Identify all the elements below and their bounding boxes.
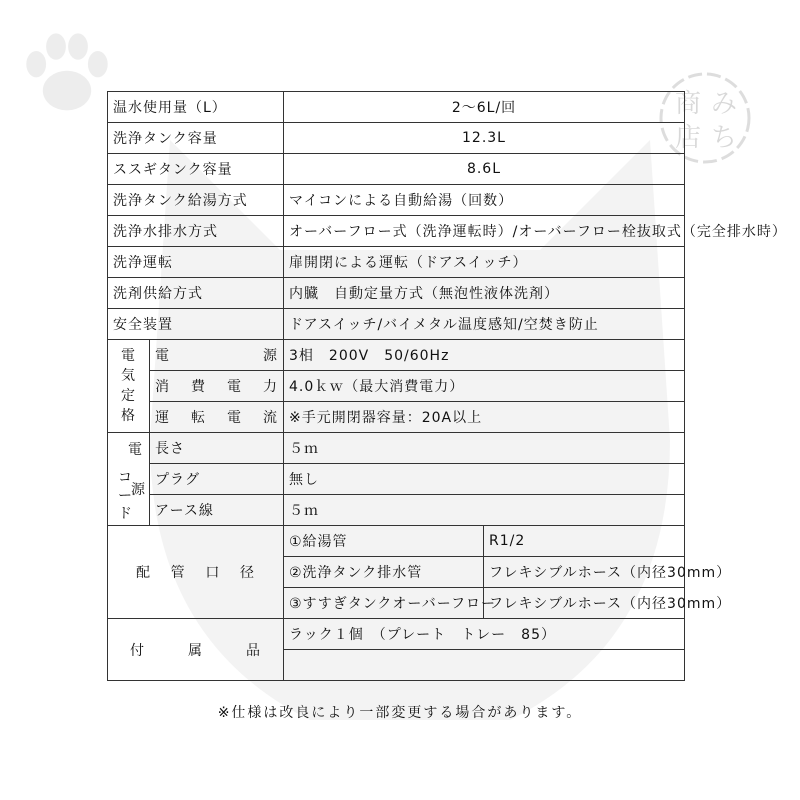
piping-group-label: 配 管 口 径 <box>108 526 284 619</box>
footnote: ※仕様は改良により一部変更する場合があります。 <box>217 705 583 721</box>
row-label: 洗浄水排水方式 <box>108 216 284 247</box>
table-row <box>108 92 685 123</box>
piping-name: ③すすぎタンクオーバーフロー <box>284 588 484 619</box>
piping-value: フレキシブルホース（内径30mm） <box>484 588 685 619</box>
row-value: 12.3L <box>284 123 685 154</box>
row-value: 内臓 自動定量方式（無泡性液体洗剤） <box>284 278 685 309</box>
row-value: マイコンによる自動給湯（回数） <box>284 185 685 216</box>
electric-group-label: 電 気 定 格 <box>108 340 150 433</box>
table-row <box>108 619 685 650</box>
row-value: 8.6L <box>284 154 685 185</box>
row-value: ドアスイッチ/バイメタル温度感知/空焚き防止 <box>284 309 685 340</box>
row-label: 洗浄タンク給湯方式 <box>108 185 284 216</box>
table-row <box>108 123 685 154</box>
table-row <box>108 526 685 557</box>
spec-table <box>107 91 787 681</box>
table-row <box>108 402 685 433</box>
cord-length-value: ５ｍ <box>284 433 685 464</box>
electric-consumption-value: 4.0ｋｗ（最大消費電力） <box>284 371 685 402</box>
electric-consumption-label: 消 費 電 力 <box>150 371 284 402</box>
electric-power-label: 電 源 <box>150 340 284 371</box>
piping-name: ①給湯管 <box>284 526 484 557</box>
accessories-group-label: 付 属 品 <box>108 619 284 681</box>
row-label: 洗浄タンク容量 <box>108 123 284 154</box>
row-label: 安全装置 <box>108 309 284 340</box>
accessories-value: ラック１個 （プレート トレー 85） <box>284 619 685 650</box>
cord-earth-value: ５ｍ <box>284 495 685 526</box>
table-row <box>108 464 685 495</box>
paw-watermark-icon <box>12 18 122 128</box>
svg-text:店: 店 <box>675 123 702 153</box>
table-row <box>108 247 685 278</box>
svg-text:商: 商 <box>675 89 702 119</box>
table-row <box>108 340 685 371</box>
row-value: 扉開閉による運転（ドアスイッチ） <box>284 247 685 278</box>
table-row <box>108 309 685 340</box>
row-label: 洗剤供給方式 <box>108 278 284 309</box>
table-row <box>108 278 685 309</box>
table-row <box>108 185 685 216</box>
row-label: 洗浄運転 <box>108 247 284 278</box>
spec-table-body <box>108 92 787 681</box>
cord-group-label: 電 コ ー ド 源 <box>108 433 150 526</box>
svg-text:ち: ち <box>711 123 738 153</box>
electric-current-value: ※手元開閉器容量：20A以上 <box>284 402 685 433</box>
piping-value: フレキシブルホース（内径30mm） <box>484 557 685 588</box>
row-value: オーバーフロー式（洗浄運転時）/オーバーフロー栓抜取式（完全排水時） <box>284 216 685 247</box>
accessories-value-empty <box>284 650 685 681</box>
cord-earth-label: アース線 <box>150 495 284 526</box>
table-row <box>108 154 685 185</box>
row-label: ススギタンク容量 <box>108 154 284 185</box>
table-row <box>108 371 685 402</box>
electric-current-label: 運 転 電 流 <box>150 402 284 433</box>
cord-plug-value: 無し <box>284 464 685 495</box>
electric-power-value: 3相 200V 50/60Hz <box>284 340 685 371</box>
table-row <box>108 216 685 247</box>
table-row <box>108 433 685 464</box>
row-label: 温水使用量（L） <box>108 92 284 123</box>
table-row <box>108 495 685 526</box>
piping-value: R1/2 <box>484 526 685 557</box>
cord-plug-label: プラグ <box>150 464 284 495</box>
cord-length-label: 長さ <box>150 433 284 464</box>
row-value: 2～6L/回 <box>284 92 685 123</box>
svg-text:み: み <box>711 89 738 119</box>
piping-name: ②洗浄タンク排水管 <box>284 557 484 588</box>
